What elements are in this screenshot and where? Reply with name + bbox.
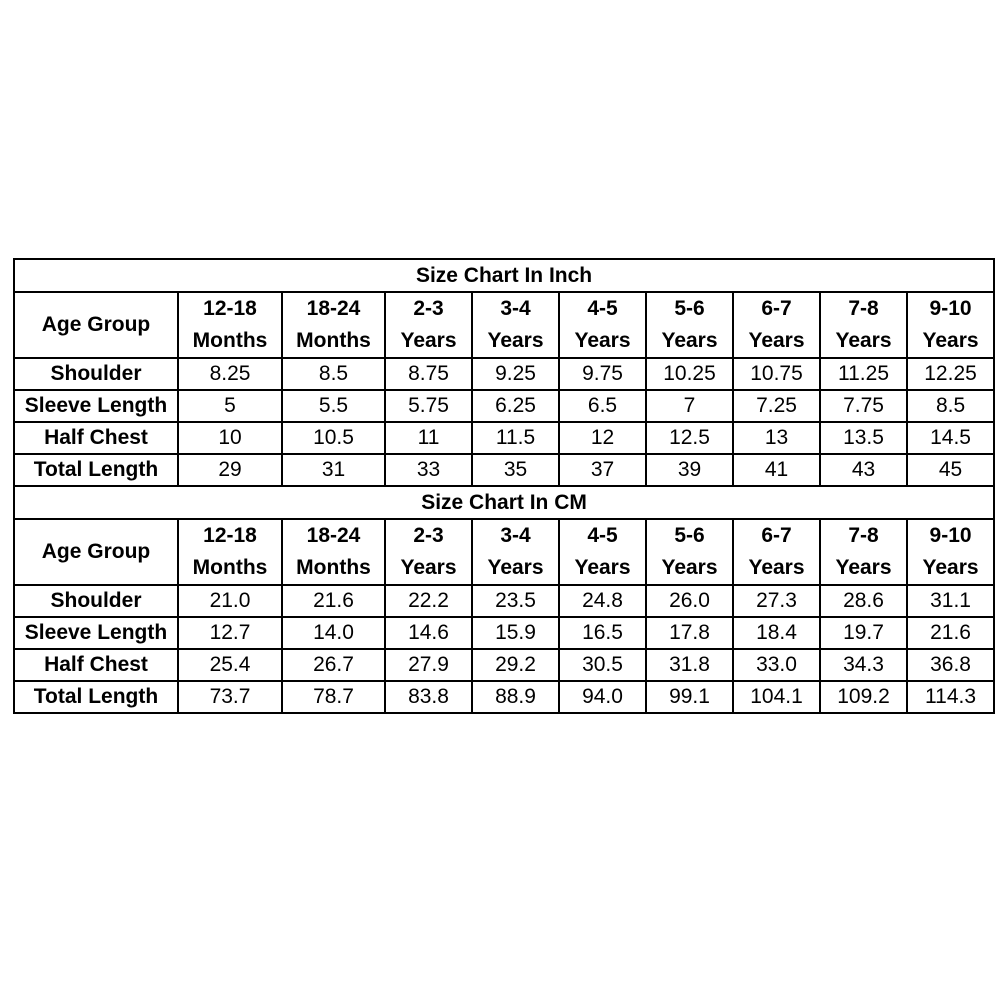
header-row	[14, 519, 994, 585]
age-unit: Years	[922, 556, 979, 579]
measurement-value: 33.0	[733, 649, 820, 681]
age-unit: Years	[574, 329, 631, 352]
age-unit: Years	[835, 329, 892, 352]
age-range: 9-10	[929, 524, 972, 547]
measurement-value: 31	[282, 454, 385, 486]
age-range: 7-8	[848, 524, 879, 547]
age-range: 3-4	[500, 297, 531, 320]
table-row	[14, 422, 994, 454]
measurement-value: 6.5	[559, 390, 646, 422]
measurement-value: 10.5	[282, 422, 385, 454]
measurement-value: 28.6	[820, 585, 907, 617]
measurement-value: 94.0	[559, 681, 646, 713]
age-column-header	[559, 519, 646, 585]
age-unit: Months	[192, 329, 268, 352]
age-column-header	[820, 519, 907, 585]
measurement-value: 16.5	[559, 617, 646, 649]
measurement-value: 114.3	[907, 681, 994, 713]
age-column-header	[472, 292, 559, 358]
age-range: 2-3	[413, 524, 444, 547]
measurement-value: 7.75	[820, 390, 907, 422]
age-unit: Months	[296, 329, 371, 352]
measurement-value: 8.25	[178, 358, 282, 390]
age-range: 3-4	[500, 524, 531, 547]
section-title-row	[14, 259, 994, 292]
age-unit: Years	[748, 556, 805, 579]
measurement-value: 36.8	[907, 649, 994, 681]
age-unit: Years	[400, 329, 457, 352]
measurement-value: 109.2	[820, 681, 907, 713]
age-column-header	[282, 519, 385, 585]
measurement-label: Sleeve Length	[14, 390, 178, 422]
measurement-value: 18.4	[733, 617, 820, 649]
age-group-header: Age Group	[14, 292, 178, 358]
measurement-value: 21.6	[907, 617, 994, 649]
measurement-value: 14.5	[907, 422, 994, 454]
measurement-value: 11.25	[820, 358, 907, 390]
age-range: 5-6	[674, 524, 705, 547]
measurement-value: 29	[178, 454, 282, 486]
measurement-value: 33	[385, 454, 472, 486]
table-row	[14, 358, 994, 390]
age-column-header	[178, 292, 282, 358]
measurement-label: Total Length	[14, 681, 178, 713]
age-range: 4-5	[587, 297, 618, 320]
age-range: 7-8	[848, 297, 879, 320]
measurement-value: 17.8	[646, 617, 733, 649]
age-column-header	[907, 519, 994, 585]
measurement-value: 24.8	[559, 585, 646, 617]
measurement-value: 26.7	[282, 649, 385, 681]
measurement-label: Total Length	[14, 454, 178, 486]
measurement-value: 22.2	[385, 585, 472, 617]
measurement-value: 30.5	[559, 649, 646, 681]
measurement-value: 7	[646, 390, 733, 422]
age-range: 5-6	[674, 297, 705, 320]
measurement-value: 12.25	[907, 358, 994, 390]
measurement-value: 27.3	[733, 585, 820, 617]
measurement-value: 10.75	[733, 358, 820, 390]
measurement-value: 43	[820, 454, 907, 486]
table-row	[14, 390, 994, 422]
measurement-value: 21.6	[282, 585, 385, 617]
age-unit: Years	[661, 329, 718, 352]
measurement-value: 29.2	[472, 649, 559, 681]
section-title: Size Chart In Inch	[14, 259, 994, 292]
measurement-value: 27.9	[385, 649, 472, 681]
age-range: 12-18	[203, 297, 257, 320]
age-unit: Years	[661, 556, 718, 579]
age-range: 4-5	[587, 524, 618, 547]
measurement-value: 6.25	[472, 390, 559, 422]
age-range: 6-7	[761, 524, 792, 547]
measurement-value: 7.25	[733, 390, 820, 422]
measurement-value: 5.5	[282, 390, 385, 422]
age-column-header	[385, 292, 472, 358]
measurement-value: 11	[385, 422, 472, 454]
measurement-value: 26.0	[646, 585, 733, 617]
age-range: 6-7	[761, 297, 792, 320]
age-column-header	[733, 519, 820, 585]
age-column-header	[907, 292, 994, 358]
measurement-value: 83.8	[385, 681, 472, 713]
measurement-value: 11.5	[472, 422, 559, 454]
age-column-header	[733, 292, 820, 358]
age-unit: Years	[922, 329, 979, 352]
measurement-value: 15.9	[472, 617, 559, 649]
age-range: 2-3	[413, 297, 444, 320]
measurement-value: 35	[472, 454, 559, 486]
measurement-value: 10	[178, 422, 282, 454]
age-unit: Months	[296, 556, 371, 579]
age-column-header	[282, 292, 385, 358]
measurement-value: 21.0	[178, 585, 282, 617]
measurement-value: 99.1	[646, 681, 733, 713]
measurement-value: 45	[907, 454, 994, 486]
age-column-header	[178, 519, 282, 585]
measurement-value: 19.7	[820, 617, 907, 649]
age-column-header	[385, 519, 472, 585]
measurement-label: Half Chest	[14, 422, 178, 454]
measurement-value: 14.6	[385, 617, 472, 649]
age-unit: Years	[835, 556, 892, 579]
measurement-value: 8.75	[385, 358, 472, 390]
age-group-header: Age Group	[14, 519, 178, 585]
measurement-value: 37	[559, 454, 646, 486]
measurement-value: 104.1	[733, 681, 820, 713]
age-unit: Years	[487, 329, 544, 352]
size-chart-table	[13, 258, 995, 714]
age-column-header	[820, 292, 907, 358]
table-row	[14, 681, 994, 713]
age-range: 9-10	[929, 297, 972, 320]
measurement-value: 73.7	[178, 681, 282, 713]
measurement-value: 12	[559, 422, 646, 454]
measurement-value: 12.7	[178, 617, 282, 649]
age-column-header	[559, 292, 646, 358]
header-row	[14, 292, 994, 358]
age-unit: Months	[192, 556, 268, 579]
table-row	[14, 585, 994, 617]
table-row	[14, 649, 994, 681]
measurement-value: 10.25	[646, 358, 733, 390]
measurement-value: 41	[733, 454, 820, 486]
measurement-label: Sleeve Length	[14, 617, 178, 649]
measurement-value: 9.75	[559, 358, 646, 390]
measurement-value: 8.5	[907, 390, 994, 422]
measurement-label: Shoulder	[14, 358, 178, 390]
measurement-value: 88.9	[472, 681, 559, 713]
table-row	[14, 617, 994, 649]
measurement-value: 9.25	[472, 358, 559, 390]
measurement-value: 12.5	[646, 422, 733, 454]
section-title-row	[14, 486, 994, 519]
age-column-header	[646, 292, 733, 358]
measurement-value: 25.4	[178, 649, 282, 681]
measurement-value: 23.5	[472, 585, 559, 617]
measurement-value: 14.0	[282, 617, 385, 649]
measurement-value: 13	[733, 422, 820, 454]
measurement-label: Shoulder	[14, 585, 178, 617]
age-unit: Years	[574, 556, 631, 579]
age-unit: Years	[487, 556, 544, 579]
age-range: 12-18	[203, 524, 257, 547]
measurement-value: 31.1	[907, 585, 994, 617]
age-unit: Years	[748, 329, 805, 352]
section-title: Size Chart In CM	[14, 486, 994, 519]
age-range: 18-24	[306, 524, 361, 547]
age-range: 18-24	[306, 297, 361, 320]
measurement-label: Half Chest	[14, 649, 178, 681]
age-unit: Years	[400, 556, 457, 579]
measurement-value: 8.5	[282, 358, 385, 390]
age-column-header	[646, 519, 733, 585]
measurement-value: 34.3	[820, 649, 907, 681]
measurement-value: 13.5	[820, 422, 907, 454]
measurement-value: 78.7	[282, 681, 385, 713]
table-row	[14, 454, 994, 486]
measurement-value: 5	[178, 390, 282, 422]
measurement-value: 5.75	[385, 390, 472, 422]
measurement-value: 39	[646, 454, 733, 486]
measurement-value: 31.8	[646, 649, 733, 681]
age-column-header	[472, 519, 559, 585]
